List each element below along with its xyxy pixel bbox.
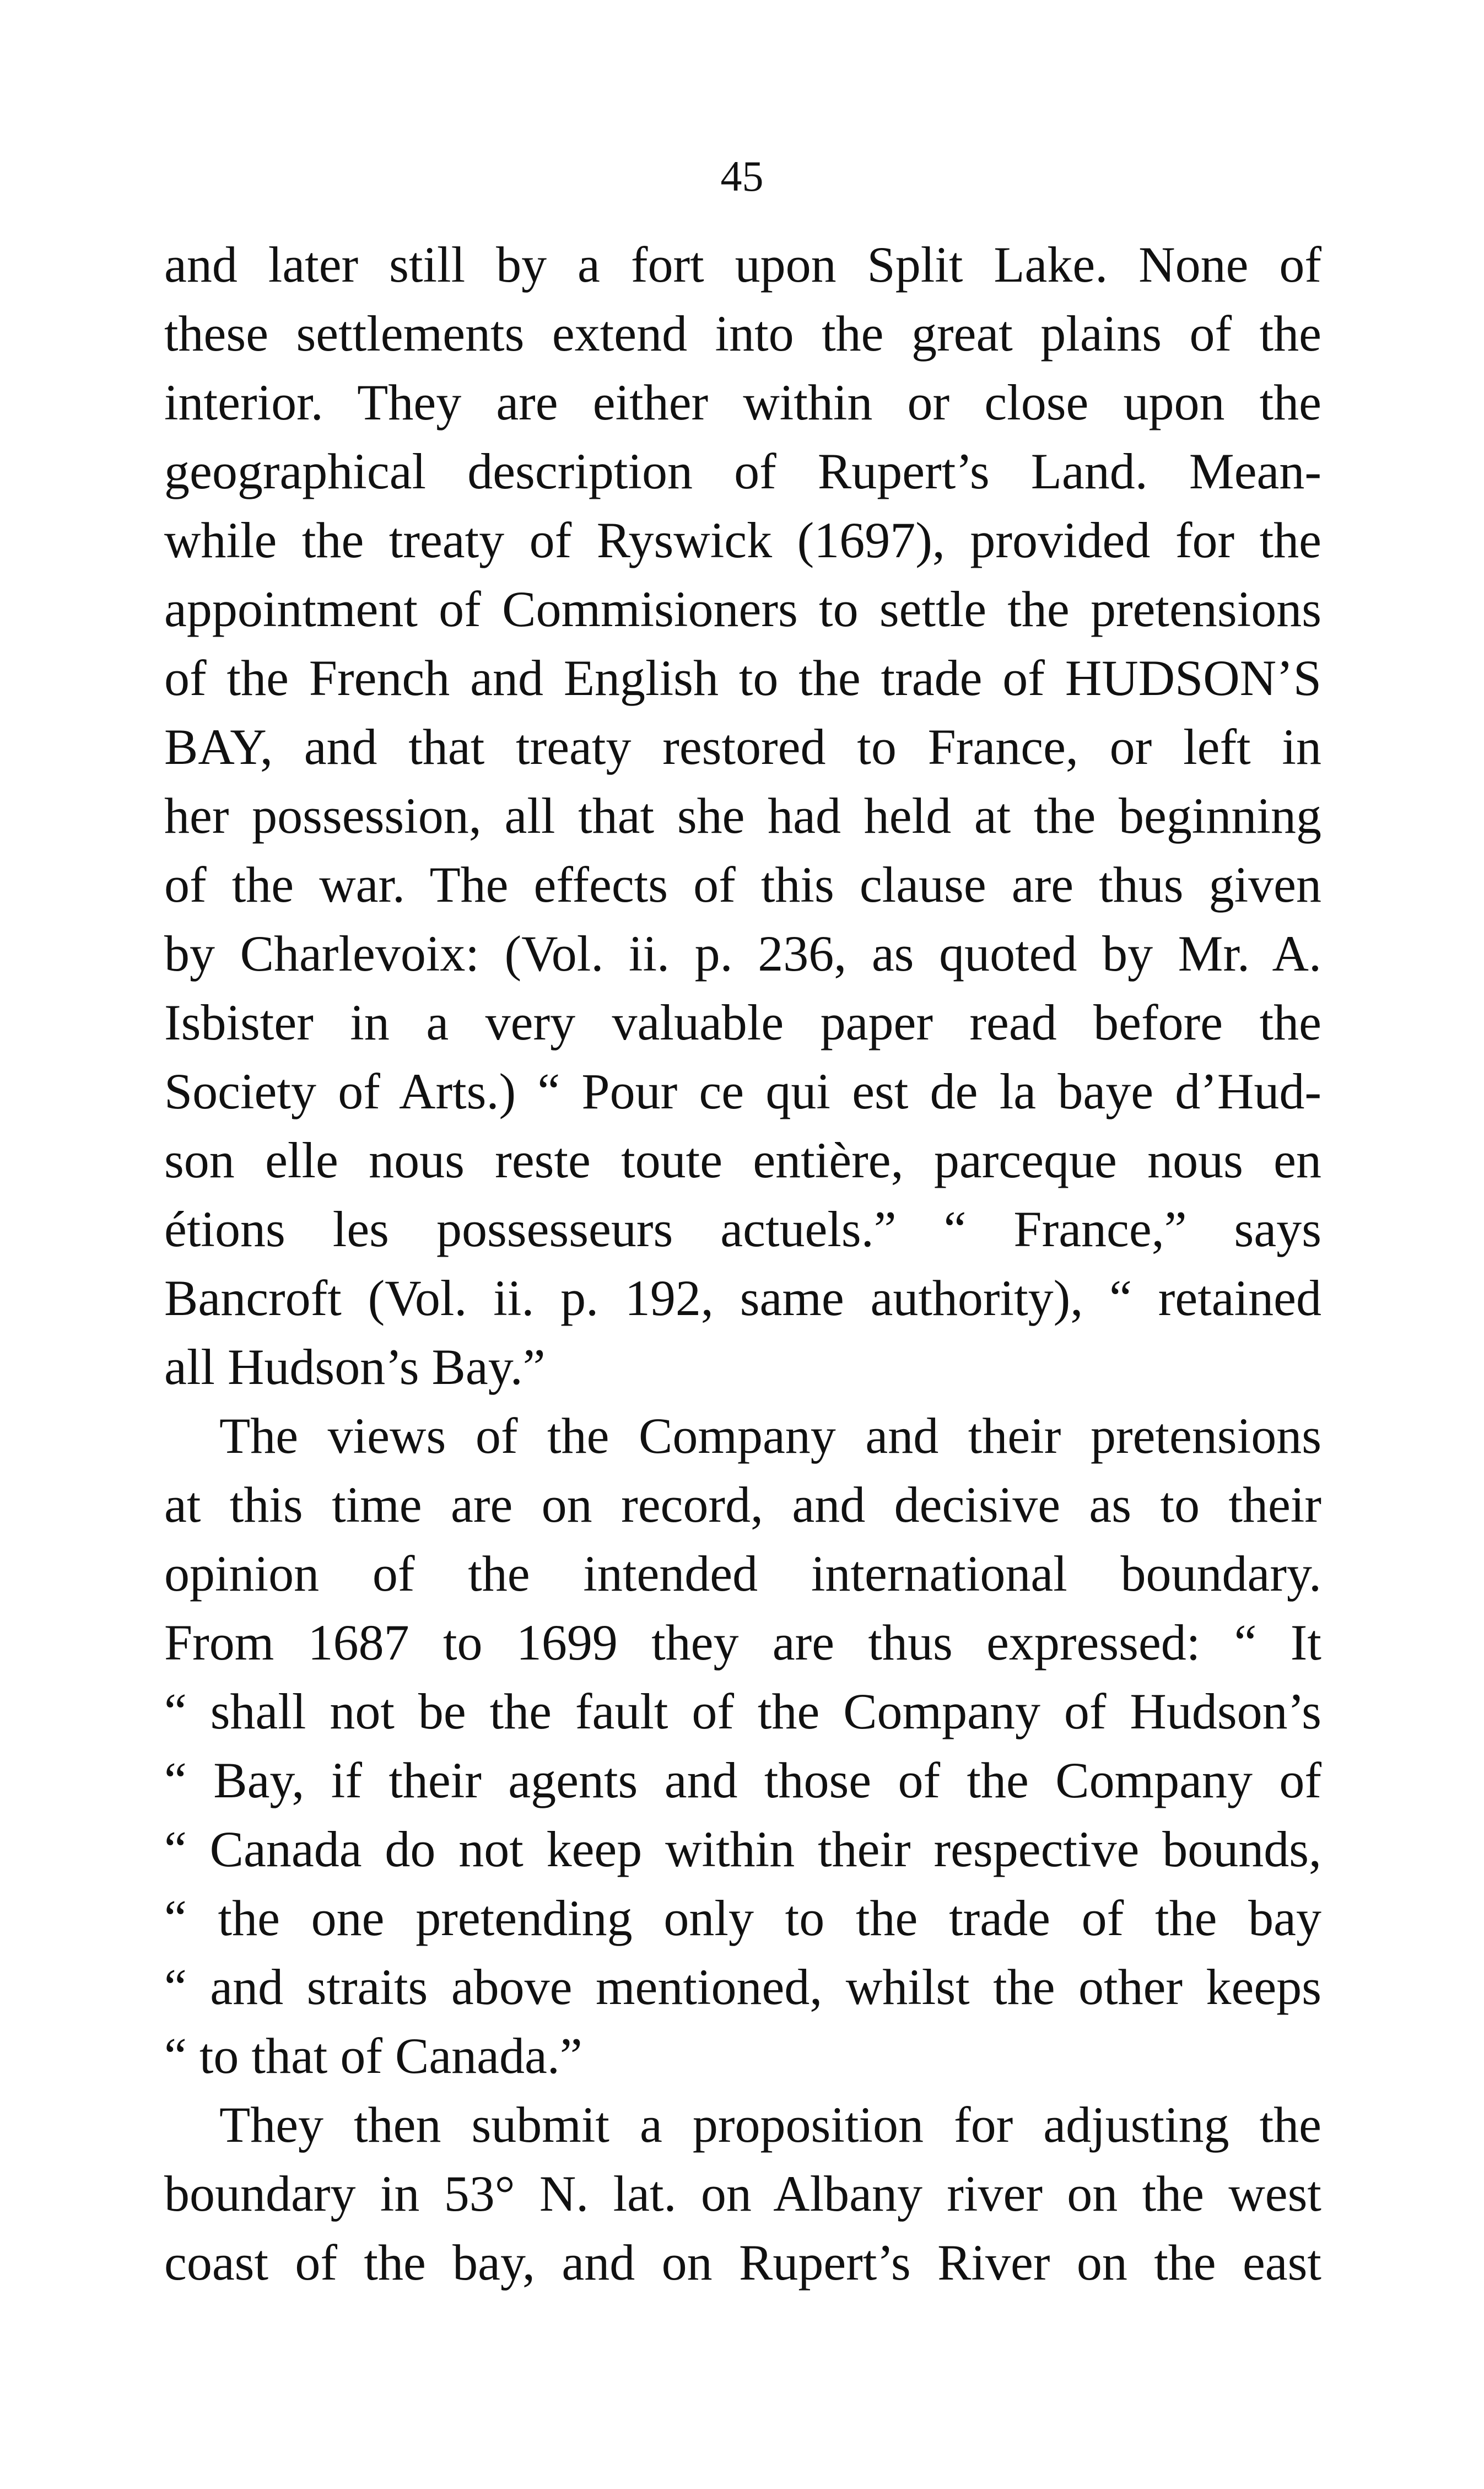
- text-line: of the war. The effects of this clause are thus given: [164, 856, 1321, 913]
- text-line: The views of the Company and their pretensions: [219, 1408, 1321, 1464]
- text-line: “ to that of Canada.”: [164, 2028, 582, 2084]
- text-line: all Hudson’s Bay.”: [164, 1339, 546, 1395]
- text-line: of the French and English to the trade of HUDSON’S: [164, 650, 1321, 706]
- text-line: son elle nous reste toute entière, parceque nous en: [164, 1132, 1321, 1188]
- text-line: her possession, all that she had held at the beginning: [164, 788, 1321, 844]
- text-line: étions les possesseurs actuels.” “ France,” says: [164, 1201, 1321, 1257]
- text-line: while the treaty of Ryswick (1697), provided for the: [164, 512, 1321, 568]
- text-line: and later still by a fort upon Split Lake. None of: [164, 236, 1321, 293]
- text-line: interior. They are either within or close upon the: [164, 374, 1321, 430]
- text-line: appointment of Commisioners to settle the pretensions: [164, 581, 1321, 637]
- text-line: boundary in 53° N. lat. on Albany river on the west: [164, 2165, 1321, 2222]
- text-line: BAY, and that treaty restored to France, or left in: [164, 719, 1321, 775]
- text-line: coast of the bay, and on Rupert’s River on the east: [164, 2234, 1321, 2291]
- text-line: at this time are on record, and decisive as to their: [164, 1477, 1321, 1533]
- page-number: 45: [720, 152, 764, 200]
- text-line: “ Bay, if their agents and those of the Company of: [164, 1752, 1321, 1808]
- text-line: “ Canada do not keep within their respective bounds,: [164, 1821, 1321, 1877]
- text-line: geographical description of Rupert’s Land. Mean-: [164, 443, 1321, 499]
- body-text: [164, 230, 1321, 2297]
- text-line: these settlements extend into the great plains of the: [164, 305, 1321, 362]
- text-line: Society of Arts.) “ Pour ce qui est de la baye d’Hud-: [164, 1063, 1321, 1119]
- text-line: They then submit a proposition for adjusting the: [219, 2097, 1321, 2153]
- text-line: by Charlevoix: (Vol. ii. p. 236, as quoted by Mr. A.: [164, 925, 1321, 982]
- text-line: “ shall not be the fault of the Company of Hudson’s: [164, 1683, 1321, 1739]
- text-line: “ and straits above mentioned, whilst the other keeps: [164, 1959, 1321, 2015]
- text-line: Bancroft (Vol. ii. p. 192, same authority), “ retained: [164, 1270, 1321, 1326]
- text-line: Isbister in a very valuable paper read before the: [164, 994, 1321, 1050]
- text-line: From 1687 to 1699 they are thus expressed: “ It: [164, 1614, 1321, 1671]
- text-line: opinion of the intended international boundary.: [164, 1545, 1321, 1602]
- text-line: “ the one pretending only to the trade of the bay: [164, 1890, 1321, 1946]
